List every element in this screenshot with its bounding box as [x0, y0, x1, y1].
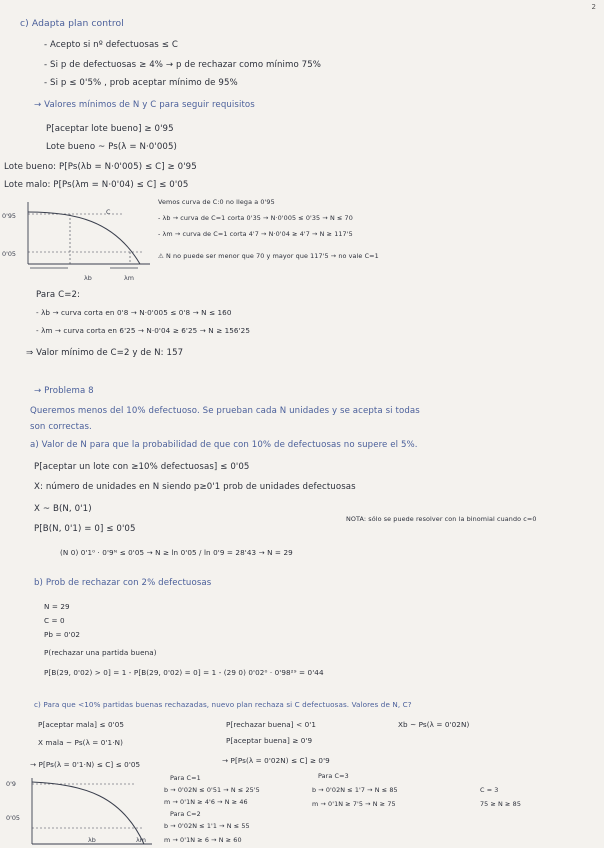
p8-b-pb: Pb = 0'02 [44, 630, 81, 639]
c-values-heading: → Valores mínimos de N y C para seguir requisitos [34, 100, 255, 110]
section-c-heading: c) Adapta plan control [20, 18, 124, 29]
c-accept-eq: P[aceptar lote bueno] ≥ 0'95 [46, 124, 174, 134]
graph1-note-4: ⚠ N no puede ser menor que 70 y mayor que 117'5 → no vale C=1 [158, 252, 379, 260]
c2-result: ⇒ Valor mínimo de C=2 y de N: 157 [26, 348, 184, 358]
p8-c-m2: P[aceptar buena] ≥ 0'9 [226, 736, 313, 745]
c2-item-2: - λm → curva corta en 6'25 → N·0'04 ≥ 6'25 → N ≥ 156'25 [36, 326, 251, 335]
p8-a-eq2: P[B(N, 0'1) = 0] ≤ 0'05 [34, 524, 136, 534]
page-number: 2 [591, 3, 596, 11]
c-lote-bueno-dist: Lote bueno ~ Ps(λ = N·0'005) [46, 142, 177, 152]
p8-a-x: X: número de unidades en N siendo p≥0'1 prob de unidades defectuosas [34, 482, 356, 492]
c2-heading: Para C=2: [36, 290, 81, 300]
p8-part-a: a) Valor de N para que la probabilidad de que con 10% de defectuosas no supere el 5%. [30, 440, 418, 450]
graph2-x-label-m: λm [136, 836, 147, 844]
p8-b-c: C = 0 [44, 616, 65, 625]
p8-b-eq: P(rechazar una partida buena) [44, 648, 157, 657]
p8-c-c2-b: b → 0'02N ≤ 1'1 → N ≤ 55 [164, 822, 250, 830]
graph1-y-top: 0'95 [2, 212, 16, 220]
c-item-2: - Si p de defectuosas ≥ 4% → p de rechazar como mínimo 75% [44, 60, 322, 70]
p8-c-c1-b: b → 0'02N ≤ 0'51 → N ≤ 25'5 [164, 786, 260, 794]
graph1-note-1: Vemos curva de C:0 no llega a 0'95 [158, 198, 275, 206]
p8-c-c1-title: Para C=1 [170, 774, 201, 782]
p8-part-b: b) Prob de rechazar con 2% defectuosas [34, 578, 212, 588]
p8-c-c2-m: m → 0'1N ≥ 6 → N ≥ 60 [164, 836, 242, 844]
p8-c-m1: P[rechazar buena] < 0'1 [226, 720, 317, 729]
c-item-1: - Acepto si nº defectuosas ≤ C [44, 40, 178, 50]
p8-c-l2: X mala ~ Ps(λ = 0'1·N) [38, 738, 123, 747]
p8-c-c3-title: Para C=3 [318, 772, 349, 780]
p8-c-l1: P[aceptar mala] ≤ 0'05 [38, 720, 125, 729]
p8-c-l3: → P[Ps(λ = 0'1·N) ≤ C] ≤ 0'05 [30, 760, 141, 769]
p8-intro-2: son correctas. [30, 422, 92, 432]
p8-c-m3: → P[Ps(λ = 0'02N) ≤ C] ≥ 0'9 [222, 756, 330, 765]
c-lote-malo-eq: Lote malo: P[Ps(λm = N·0'04) ≤ C] ≤ 0'05 [4, 180, 189, 190]
graph1-note-3: - λm → curva de C=1 corta 4'7 → N·0'04 ≥ 4'7 → N ≥ 117'5 [158, 230, 353, 238]
p8-c-result-c: C = 3 [480, 786, 499, 794]
oc-curve-graph-1 [14, 198, 154, 278]
p8-part-c: c) Para que <10% partidas buenas rechazadas, nuevo plan rechaza si C defectuosas. Valores de N, C? [34, 700, 412, 709]
p8-c-c3-m: m → 0'1N ≥ 7'5 → N ≥ 75 [312, 800, 396, 808]
oc-curve-graph-2 [14, 774, 154, 848]
p8-b-n: N = 29 [44, 602, 70, 611]
c2-item-1: - λb → curva corta en 0'8 → N·0'005 ≤ 0'8 → N ≤ 160 [36, 308, 232, 317]
p8-a-calc: (N 0) 0'1⁰ · 0'9ᴺ ≤ 0'05 → N ≥ ln 0'05 / ln 0'9 = 28'43 → N = 29 [60, 548, 293, 557]
p8-b-calc: P[B(29, 0'02) > 0] = 1 - P[B(29, 0'02) = 0] = 1 - (29 0) 0'02⁰ · 0'98²⁹ = 0'44 [44, 668, 324, 677]
c-item-3: - Si p ≤ 0'5% , prob aceptar mínimo de 95% [44, 78, 238, 88]
graph1-x-label-m: λm [124, 274, 135, 282]
p8-a-eq1: P[aceptar un lote con ≥10% defectuosas] ≤ 0'05 [34, 462, 250, 472]
p8-a-dist: X ~ B(N, 0'1) [34, 504, 92, 514]
graph1-y-bottom: 0'05 [2, 250, 16, 258]
graph1-note-2: - λb → curva de C=1 corta 0'35 → N·0'005 ≤ 0'35 → N ≤ 70 [158, 214, 353, 222]
c-lote-bueno-eq: Lote bueno: P[Ps(λb = N·0'005) ≤ C] ≥ 0'95 [4, 162, 197, 172]
graph1-curve-label: C [106, 208, 111, 216]
p8-c-c2-title: Para C=2 [170, 810, 201, 818]
p8-c-c1-m: m → 0'1N ≥ 4'6 → N ≥ 46 [164, 798, 248, 806]
graph1-x-label-b: λb [84, 274, 92, 282]
graph2-x-label-b: λb [88, 836, 96, 844]
p8-note: NOTA: sólo se puede resolver con la binomial cuando c=0 [346, 515, 537, 523]
p8-c-c3-b: b → 0'02N ≤ 1'7 → N ≤ 85 [312, 786, 398, 794]
graph2-y-bottom: 0'05 [6, 814, 20, 822]
p8-c-result-n: 75 ≥ N ≥ 85 [480, 800, 521, 808]
p8-intro-1: Queremos menos del 10% defectuoso. Se prueban cada N unidades y se acepta si todas [30, 406, 420, 416]
p8-c-r1: Xb ~ Ps(λ = 0'02N) [398, 720, 470, 729]
graph2-y-top: 0'9 [6, 780, 16, 788]
problem-8-heading: → Problema 8 [34, 386, 94, 396]
